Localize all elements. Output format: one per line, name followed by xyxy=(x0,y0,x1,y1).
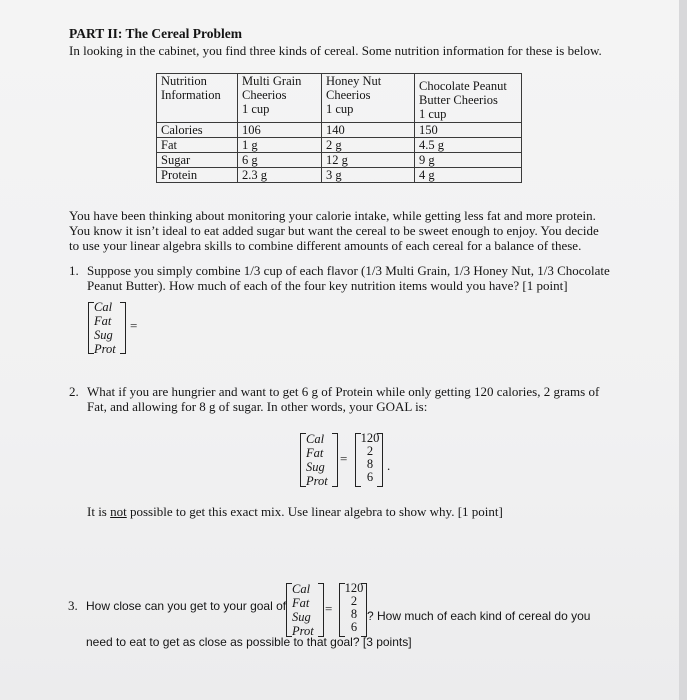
question-3-text: ? How much of each kind of cereal do you xyxy=(367,609,591,623)
equals-sign: = xyxy=(130,318,138,333)
table-row: Protein 2.3 g 3 g 4 g xyxy=(157,168,522,183)
question-3-text: need to eat to get as close as possible to that goal? [3 points] xyxy=(86,635,412,649)
intro-text: In looking in the cabinet, you find three kinds of cereal. Some nutrition information for these is below. xyxy=(69,43,602,58)
question-2-text: Fat, and allowing for 8 g of sugar. In other words, your GOAL is: xyxy=(87,399,428,414)
section-heading: PART II: The Cereal Problem xyxy=(69,26,243,41)
table-header-cereal: Honey Nut Cheerios 1 cup xyxy=(322,74,415,123)
table-row: Calories 106 140 150 xyxy=(157,123,522,138)
question-1-number: 1. xyxy=(69,263,79,278)
paragraph-line: to use your linear algebra skills to combine different amounts of each cereal for a balance of these. xyxy=(69,238,582,253)
paragraph-line: You have been thinking about monitoring your calorie intake, while getting less fat and more protein. xyxy=(69,208,596,223)
vector-labels: Cal Fat Sug Prot xyxy=(306,432,328,488)
goal-vector: 120 2 8 6 xyxy=(344,581,364,634)
question-2-number: 2. xyxy=(69,384,79,399)
worksheet-page: PART II: The Cereal Problem In looking in the cabinet, you find three kinds of cereal. Some nutrition information for these is below. Nutrition Information Multi Grain Cheerios 1 cup Honey Nut Cheerios 1 cup Chocolate Peanut Butter Cheerios 1 cup Calories 106 140 150 Fat 1 g 2 g 4.5 g Sugar 6 g 12 g 9 g Protein 2.3 g 3 g 4 g You have been thinking about monitoring your calorie intake, while getting less fat and more protein. You know it isn’t ideal to eat added sugar but want the cereal to be sweet enough to enjoy. You decide to use your linear algebra skills to combine different amounts of each cereal for a balance of these. 1. Suppose you simply combine 1/3 cup of each flavor (1/3 Multi Grain, 1/3 Honey Nut, 1/3 Chocolate Peanut Butter). How much of each of the four key nutrition items would you have? [1 point] Cal Fat Sug Prot = 2. What if you are hungrier and want to get 6 g of Protein while only getting 120 calories, 2 grams of Fat, and allowing for 8 g of sugar. In other words, your GOAL is: Cal Fat Sug Prot = 120 2 8 6 . It is not possible to get this exact mix. Use linear algebra to show why. [1 point] 3. How close can you get to your goal of Cal Fat Sug Prot = 120 2 8 6 ? How much of each kind of cereal do you need to eat to get as close as possible to that goal? [3 points] xyxy=(0,0,687,700)
question-1-text: Suppose you simply combine 1/3 cup of each flavor (1/3 Multi Grain, 1/3 Honey Nut, 1/3 Chocolate xyxy=(87,263,610,278)
question-1-text: Peanut Butter). How much of each of the four key nutrition items would you have? [1 point] xyxy=(87,278,568,293)
question-3-text: How close can you get to your goal of xyxy=(86,599,287,613)
vector-labels: Cal Fat Sug Prot xyxy=(292,582,314,638)
paragraph-line: You know it isn’t ideal to eat added sugar but want the cereal to be sweet enough to enjoy. You decide xyxy=(69,223,599,238)
table-header-cereal: Multi Grain Cheerios 1 cup xyxy=(238,74,322,123)
question-2-followup: It is not possible to get this exact mix. Use linear algebra to show why. [1 point] xyxy=(87,504,503,519)
nutrition-table xyxy=(156,73,522,183)
vector-labels: Cal Fat Sug Prot xyxy=(94,300,116,356)
question-3-number: 3. xyxy=(68,598,78,613)
table-header-label: Nutrition Information xyxy=(157,74,238,123)
goal-vector: 120 2 8 6 xyxy=(360,431,380,484)
table-row: Sugar 6 g 12 g 9 g xyxy=(157,153,522,168)
table-header-cereal: Chocolate Peanut Butter Cheerios 1 cup xyxy=(415,74,522,123)
page-edge xyxy=(679,0,687,700)
question-2-text: What if you are hungrier and want to get 6 g of Protein while only getting 120 calories, 2 grams of xyxy=(87,384,600,399)
table-row: Fat 1 g 2 g 4.5 g xyxy=(157,138,522,153)
